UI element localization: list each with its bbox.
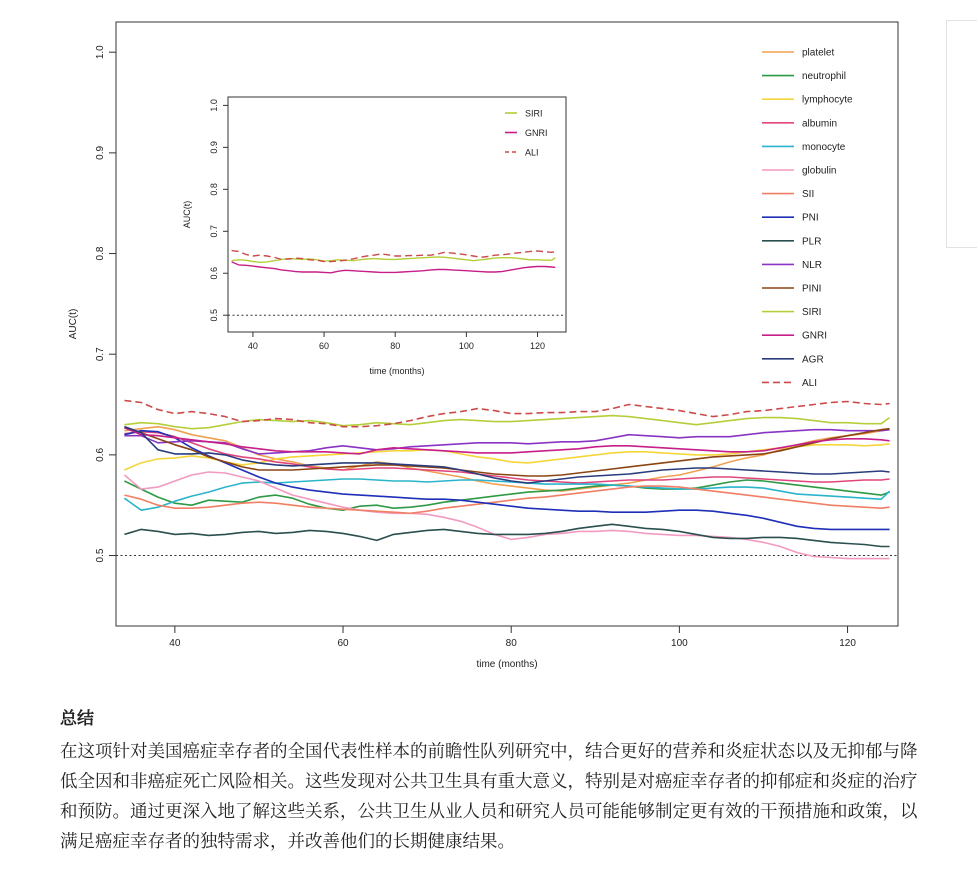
legend-label-lymphocyte: lymphocyte	[802, 94, 853, 106]
legend-label-nlr: NLR	[802, 259, 823, 271]
legend-label-agr: AGR	[802, 354, 824, 366]
y-tick-label: 0.6	[209, 266, 219, 280]
legend-label-plr: PLR	[802, 236, 822, 248]
legend-label-globulin: globulin	[802, 165, 837, 177]
series-line-plr	[124, 524, 889, 546]
x-tick-label: 60	[337, 638, 349, 649]
legend-label-pni: PNI	[802, 212, 819, 224]
legend-label-siri: SIRI	[525, 108, 543, 119]
summary-heading: 总结	[60, 709, 94, 729]
x-tick-label: 100	[671, 638, 688, 649]
summary-section	[60, 704, 920, 857]
y-tick-label: 1.0	[95, 45, 106, 60]
legend-label-albumin: albumin	[802, 118, 838, 130]
legend-label-gnri: GNRI	[802, 330, 827, 342]
legend-label-neutrophil: neutrophil	[802, 71, 846, 83]
x-axis-label: time (months)	[476, 659, 538, 670]
inset-time-dependent-auc	[182, 97, 566, 376]
y-tick-label: 0.5	[209, 308, 219, 322]
legend-label-gnri: GNRI	[525, 128, 548, 138]
x-tick-label: 40	[247, 341, 258, 351]
y-axis-label: AUC(t)	[68, 308, 79, 340]
x-tick-label: 120	[839, 638, 856, 649]
legend-label-ali: ALI	[802, 377, 818, 389]
legend-label-ali: ALI	[525, 147, 539, 158]
legend-label-pini: PINI	[802, 283, 822, 295]
x-tick-label: 120	[530, 341, 546, 351]
x-axis-label: time (months)	[369, 366, 425, 376]
legend-label-siri: SIRI	[802, 307, 822, 319]
series-line-siri	[124, 416, 889, 429]
y-tick-label: 0.6	[95, 447, 106, 462]
y-tick-label: 0.9	[95, 145, 106, 160]
y-axis-label: AUC(t)	[182, 200, 192, 229]
legend-label-platelet: platelet	[802, 47, 835, 59]
series-line-nlr	[124, 430, 889, 454]
y-tick-label: 0.5	[95, 548, 106, 563]
legend-label-sii: SII	[802, 189, 815, 201]
legend-label-monocyte: monocyte	[802, 141, 846, 153]
x-tick-label: 80	[505, 638, 517, 649]
legend	[762, 48, 853, 389]
side-panel-edge	[946, 20, 977, 248]
y-tick-label: 0.8	[95, 246, 106, 261]
summary-body: 在这项针对美国癌症幸存者的全国代表性样本的前瞻性队列研究中，结合更好的营养和炎症状态以及无抑郁与降低全因和非癌症死亡风险相关。这些发现对公共卫生具有重大意义，特别是对癌症幸存者的抑郁症和炎症的治疗和预防。通过更深入地了解这些关系，公共卫生从业人员和研究人员可能能够制定更有效的干预措施和政策，以满足癌症幸存者的独特需求，并改善他们的长期健康结果。	[60, 742, 918, 852]
y-tick-label: 0.7	[95, 347, 106, 362]
y-tick-label: 0.9	[209, 141, 219, 154]
x-tick-label: 40	[169, 638, 181, 649]
y-tick-label: 1.0	[209, 99, 219, 112]
x-tick-label: 60	[319, 341, 330, 351]
y-tick-label: 0.8	[209, 183, 219, 196]
x-tick-label: 80	[390, 341, 401, 351]
y-tick-label: 0.7	[209, 225, 219, 238]
x-tick-label: 100	[458, 341, 474, 351]
